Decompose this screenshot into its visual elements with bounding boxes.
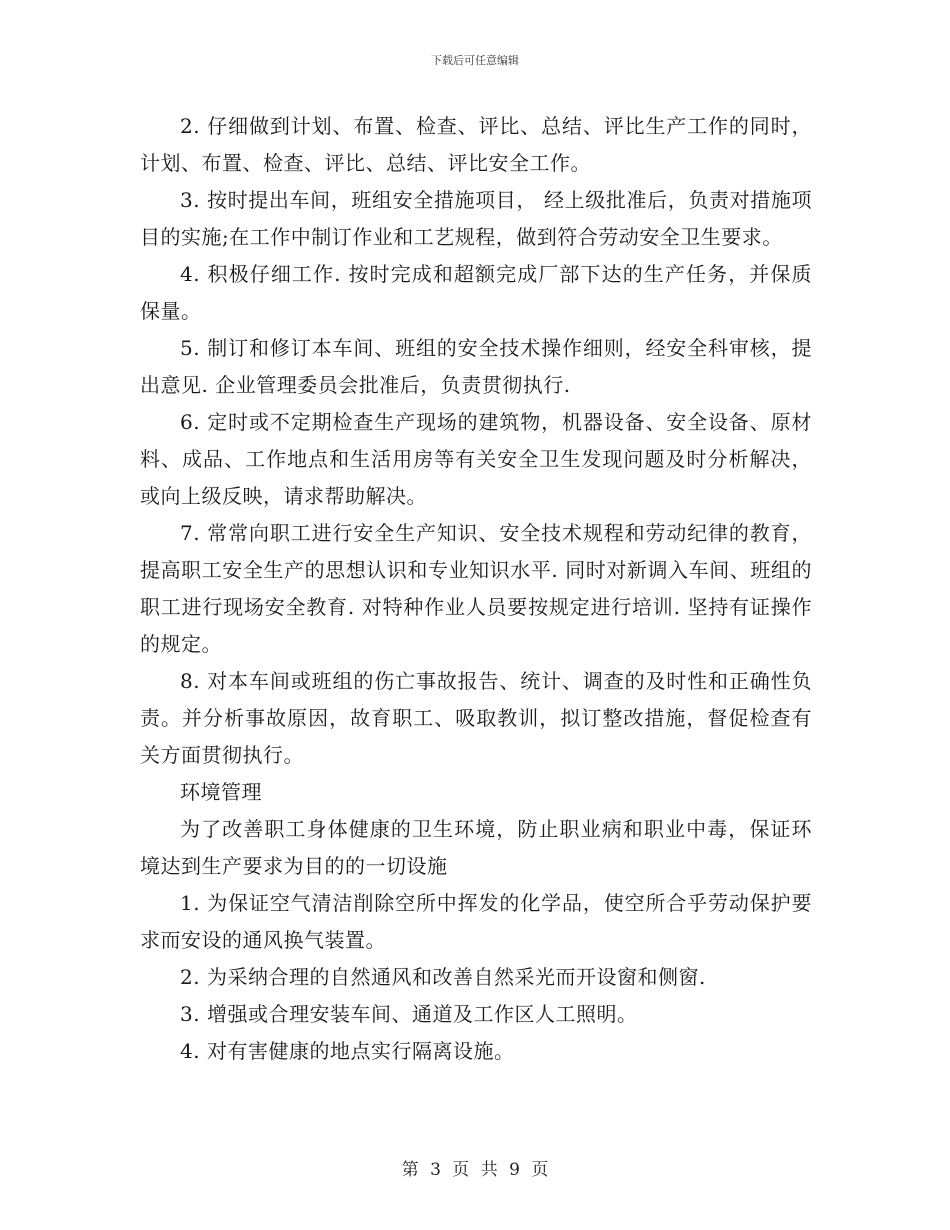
- environment-item-3: 3. 增强或合理安装车间、通道及工作区人工照明。: [180, 1002, 638, 1026]
- paragraph-item-8: 8. 对本车间或班组的伤亡事故报告、统计、调查的及时性和正确性负责。并分析事故原因，故育职工、吸取教训，拟订整改措施，督促检查有关方面贯彻执行。: [140, 669, 812, 767]
- page-header: 下载后可任意编辑: [431, 54, 519, 67]
- paragraph-item-5: 5. 制订和修订本车间、班组的安全技术操作细则，经安全科审核，提出意见. 企业管理委员会批准后，负责贯彻执行.: [140, 336, 812, 397]
- paragraph-item-3: 3. 按时提出车间，班组安全措施项目， 经上级批准后，负责对措施项目的实施;在工作中制订作业和工艺规程，做到符合劳动安全卫生要求。: [140, 188, 812, 249]
- environment-item-4: 4. 对有害健康的地点实行隔离设施。: [180, 1039, 515, 1063]
- environment-item-1: 1. 为保证空气清洁削除空所中挥发的化学品，使空所合乎劳动保护要求而安设的通风换气装置。: [140, 891, 812, 952]
- paragraph-item-6: 6. 定时或不定期检查生产现场的建筑物，机器设备、安全设备、原材料、成品、工作地点和生活用房等有关安全卫生发现问题及时分析解决，或向上级反映，请求帮助解决。: [140, 410, 812, 508]
- environment-item-2: 2. 为采纳合理的自然通风和改善自然采光而开设窗和侧窗.: [180, 965, 706, 989]
- document-body: [140, 108, 812, 1070]
- paragraph-item-7: 7. 常常向职工进行安全生产知识、安全技术规程和劳动纪律的教育，提高职工安全生产的思想认识和专业知识水平. 同时对新调入车间、班组的职工进行现场安全教育. 对特种作业人员要按规定进行培训. 坚持有证操作的规定。: [140, 521, 812, 656]
- paragraph-item-4: 4. 积极仔细工作. 按时完成和超额完成厂部下达的生产任务，并保质保量。: [140, 262, 812, 323]
- section-intro: 为了改善职工身体健康的卫生环境，防止职业病和职业中毒，保证环境达到生产要求为目的的一切设施: [140, 817, 812, 878]
- page-number: 第 3 页 共 9 页: [401, 1160, 549, 1180]
- section-heading: 环境管理: [180, 780, 262, 804]
- paragraph-item-2: 2. 仔细做到计划、布置、检查、评比、总结、评比生产工作的同时，计划、布置、检查、评比、总结、评比安全工作。: [140, 114, 812, 175]
